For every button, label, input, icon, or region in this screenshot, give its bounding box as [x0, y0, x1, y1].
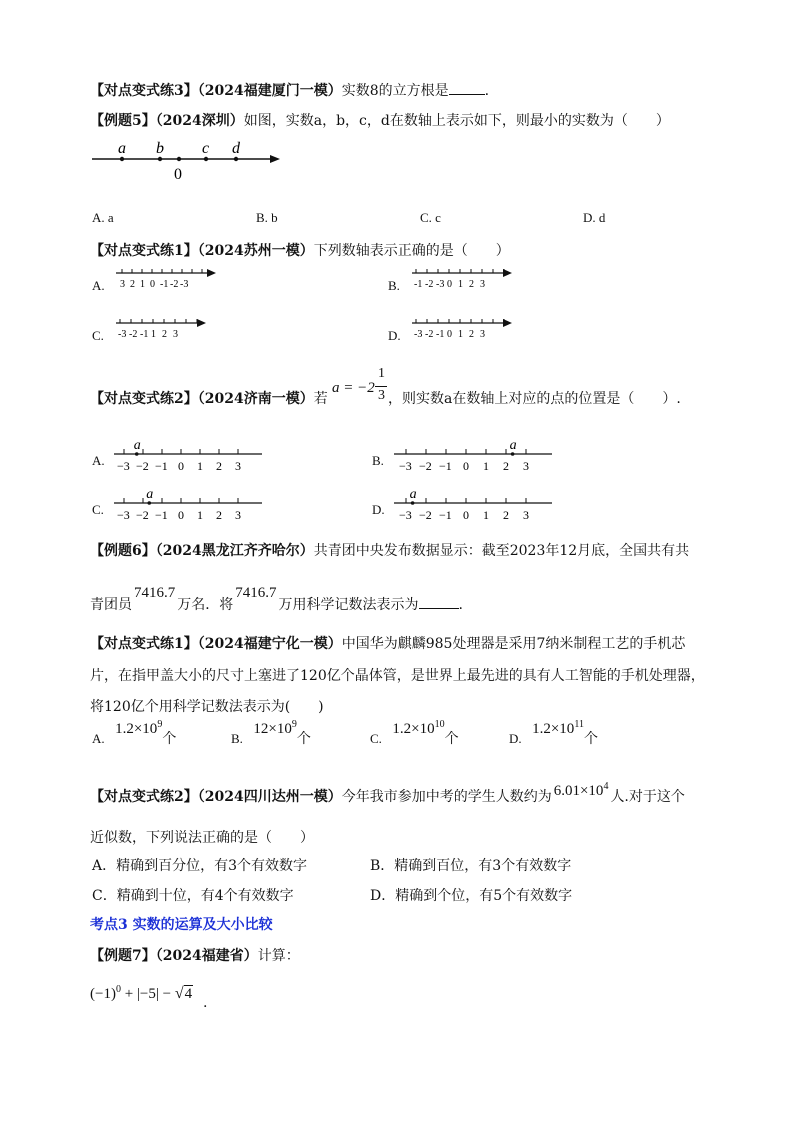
tick-label: −2 — [136, 459, 149, 473]
question-q1: 【对点变式练3】（2024福建厦门一模）实数8的立方根是 . — [90, 83, 490, 99]
question-q7-line2: 近似数，下列说法正确的是（ ） — [90, 830, 314, 846]
axis-label-c: c — [202, 140, 210, 157]
tick-label: -2 — [425, 329, 434, 340]
option-c-number-line — [112, 314, 210, 344]
tick-label: 1 — [197, 459, 203, 473]
tick-label: −2 — [419, 459, 432, 473]
tick-label: −1 — [155, 508, 168, 522]
tick-label: −3 — [117, 459, 130, 473]
question-q8: 【例题7】（2024福建省）计算： — [90, 948, 300, 964]
tick-label: -2 — [170, 279, 179, 290]
question-text: 下列数轴表示正确的是（ ） — [313, 243, 510, 259]
tick-label: 3 — [235, 508, 241, 522]
tick-label: 2 — [162, 329, 167, 340]
question-q7: 【对点变式练2】（2024四川达州一模）今年我市参加中考的学生人数约为 $6.01\times 10^4$人.对于这个 — [90, 781, 685, 805]
tick-label: −2 — [136, 508, 149, 522]
question-tag: 【对点变式练2】 — [90, 391, 198, 407]
question-tag: 【对点变式练1】 — [90, 636, 198, 652]
tick-label: 3 — [173, 329, 178, 340]
option-c[interactable]: C. $1.2\times 10^{10}$个 — [370, 719, 459, 747]
question-tag: 【例题5】 — [90, 113, 156, 129]
tick-label: 3 — [480, 279, 485, 290]
tick-label: 0 — [463, 459, 469, 473]
option-a[interactable]: A. — [92, 278, 105, 293]
math-expression: $(-1)^0 + |-5| - √4$ — [90, 984, 193, 1002]
option-d-number-line — [392, 487, 552, 525]
number-line-figure — [88, 134, 288, 184]
question-source: （2024黑龙江齐齐哈尔） — [155, 543, 314, 559]
option-b[interactable]: B．精确到百位，有3个有效数字 — [370, 858, 572, 874]
tick-label: 2 — [130, 279, 135, 290]
tick-label: −3 — [117, 508, 130, 522]
question-q4: 【对点变式练2】（2024济南一模）若 — [90, 391, 328, 407]
option-c-number-line — [112, 487, 262, 525]
question-q6-line2: 片，在指甲盖大小的尺寸上塞进了120亿个晶体管，是世界上最先进的具有人工智能的手机处理器， — [90, 668, 705, 684]
tick-label: 1 — [483, 508, 489, 522]
option-d[interactable]: D．精确到个位，有5个有效数字 — [370, 888, 573, 904]
point-label: a — [509, 438, 517, 453]
tick-label: 2 — [469, 329, 474, 340]
question-q6-line3: 将120亿个用科学记数法表示为( ) — [90, 699, 324, 715]
question-source: （2024四川达州一模） — [197, 789, 342, 805]
option-d[interactable]: D. — [372, 502, 385, 517]
question-q3 — [90, 240, 510, 260]
tick-label: 0 — [178, 459, 184, 473]
question-tag: 【对点变式练2】 — [90, 789, 198, 805]
question-tag: 【例题6】 — [90, 543, 156, 559]
question-source: （2024福建宁化一模） — [197, 636, 342, 652]
answer-blank — [419, 596, 459, 609]
question-text: 如图，实数a，b，c，d在数轴上表示如下，则最小的实数为（ ） — [243, 113, 670, 129]
fraction-numerator: 1 — [378, 366, 385, 381]
option-c[interactable]: C．精确到十位，有4个有效数字 — [92, 888, 294, 904]
axis-label-b: b — [156, 140, 164, 157]
axis-label-a: a — [118, 140, 126, 157]
option-b[interactable]: B. — [388, 278, 400, 293]
option-a[interactable]: A. — [92, 453, 105, 468]
option-a-number-line — [112, 438, 262, 476]
tick-label: 3 — [120, 279, 125, 290]
tick-label: -3 — [414, 329, 423, 340]
question-source: （2024福建厦门一模） — [197, 83, 342, 99]
tick-label: 1 — [458, 329, 463, 340]
tick-label: 2 — [503, 459, 509, 473]
question-text: ，则实数a在数轴上对应的点的位置是（ ）. — [388, 391, 681, 407]
question-q5: 【例题6】（2024黑龙江齐齐哈尔）共青团中央发布数据显示：截至2023年12月底，全国共有共 — [90, 543, 690, 559]
question-source: （2024福建省） — [155, 948, 258, 964]
tick-label: -3 — [118, 329, 127, 340]
option-a[interactable]: A．精确到百分位，有3个有效数字 — [92, 858, 308, 874]
point-label: a — [146, 487, 154, 502]
point-label: a — [133, 438, 141, 453]
tick-label: 0 — [150, 279, 155, 290]
question-tag: 【例题7】 — [90, 948, 156, 964]
question-tag: 【对点变式练1】 — [90, 243, 198, 259]
question-source: （2024济南一模） — [197, 391, 314, 407]
tick-label: −2 — [419, 508, 432, 522]
tick-label: −1 — [439, 459, 452, 473]
option-d-number-line — [408, 314, 516, 344]
tick-label: −3 — [399, 508, 412, 522]
tick-label: 0 — [447, 279, 452, 290]
option-b[interactable]: B. b — [256, 210, 278, 225]
tick-label: 0 — [447, 329, 452, 340]
tick-label: 3 — [235, 459, 241, 473]
tick-label: −1 — [439, 508, 452, 522]
tick-label: 1 — [458, 279, 463, 290]
option-d[interactable]: D. — [388, 328, 401, 343]
question-source: （2024苏州一模） — [197, 243, 314, 259]
axis-label-zero: 0 — [174, 166, 182, 183]
option-c[interactable]: C. — [92, 502, 104, 517]
tick-label: 3 — [523, 459, 529, 473]
question-text: 实数8的立方根是 — [341, 83, 449, 99]
tick-label: 3 — [480, 329, 485, 340]
tick-label: 2 — [503, 508, 509, 522]
tick-label: 3 — [523, 508, 529, 522]
tick-label: 1 — [197, 508, 203, 522]
tick-label: -1 — [436, 329, 445, 340]
tick-label: −3 — [399, 459, 412, 473]
question-tag: 【对点变式练3】 — [90, 83, 198, 99]
option-c[interactable]: C. — [92, 328, 104, 343]
fraction-denominator: 3 — [378, 388, 385, 403]
tick-label: 0 — [178, 508, 184, 522]
option-a-number-line — [112, 264, 220, 294]
option-a[interactable]: A. a — [92, 210, 114, 225]
option-b-number-line — [392, 438, 552, 476]
question-q2 — [90, 110, 670, 130]
fraction-bar — [375, 386, 387, 387]
axis-label-d: d — [232, 140, 240, 157]
option-b[interactable]: B. — [372, 453, 384, 468]
tick-label: 2 — [469, 279, 474, 290]
tick-label: -2 — [425, 279, 434, 290]
question-source: （2024深圳） — [155, 113, 244, 129]
option-d[interactable]: D. $1.2\times 10^{11}$个 — [509, 719, 598, 747]
math-expression: a = −2 — [332, 380, 375, 396]
tick-label: -1 — [140, 329, 149, 340]
answer-blank — [449, 82, 485, 95]
tick-label: 1 — [140, 279, 145, 290]
tick-label: 2 — [216, 508, 222, 522]
tick-label: 2 — [216, 459, 222, 473]
point-label: a — [409, 487, 417, 502]
tick-label: -2 — [129, 329, 138, 340]
question-q6: 【对点变式练1】（2024福建宁化一模）中国华为麒麟985处理器是采用7纳米制程工艺的手机芯 — [90, 636, 686, 652]
tick-label: -1 — [160, 279, 169, 290]
tick-label: -1 — [414, 279, 423, 290]
option-b[interactable]: B. $12\times 10^9$个 — [231, 719, 311, 747]
option-c[interactable]: C. c — [420, 210, 441, 225]
tick-label: 1 — [483, 459, 489, 473]
tick-label: -3 — [436, 279, 445, 290]
tick-label: −1 — [155, 459, 168, 473]
option-b-number-line — [408, 264, 516, 294]
option-d[interactable]: D. d — [583, 210, 606, 225]
tick-label: 1 — [151, 329, 156, 340]
question-q5-line2: 青团员7416.7万名．将7416.7万用科学记数法表示为 . — [90, 585, 463, 613]
tick-label: -3 — [180, 279, 189, 290]
option-a[interactable]: A. $1.2\times 10^9$个 — [92, 719, 177, 747]
tick-label: 0 — [463, 508, 469, 522]
section-title: 考点3 实数的运算及大小比较 — [90, 917, 273, 933]
